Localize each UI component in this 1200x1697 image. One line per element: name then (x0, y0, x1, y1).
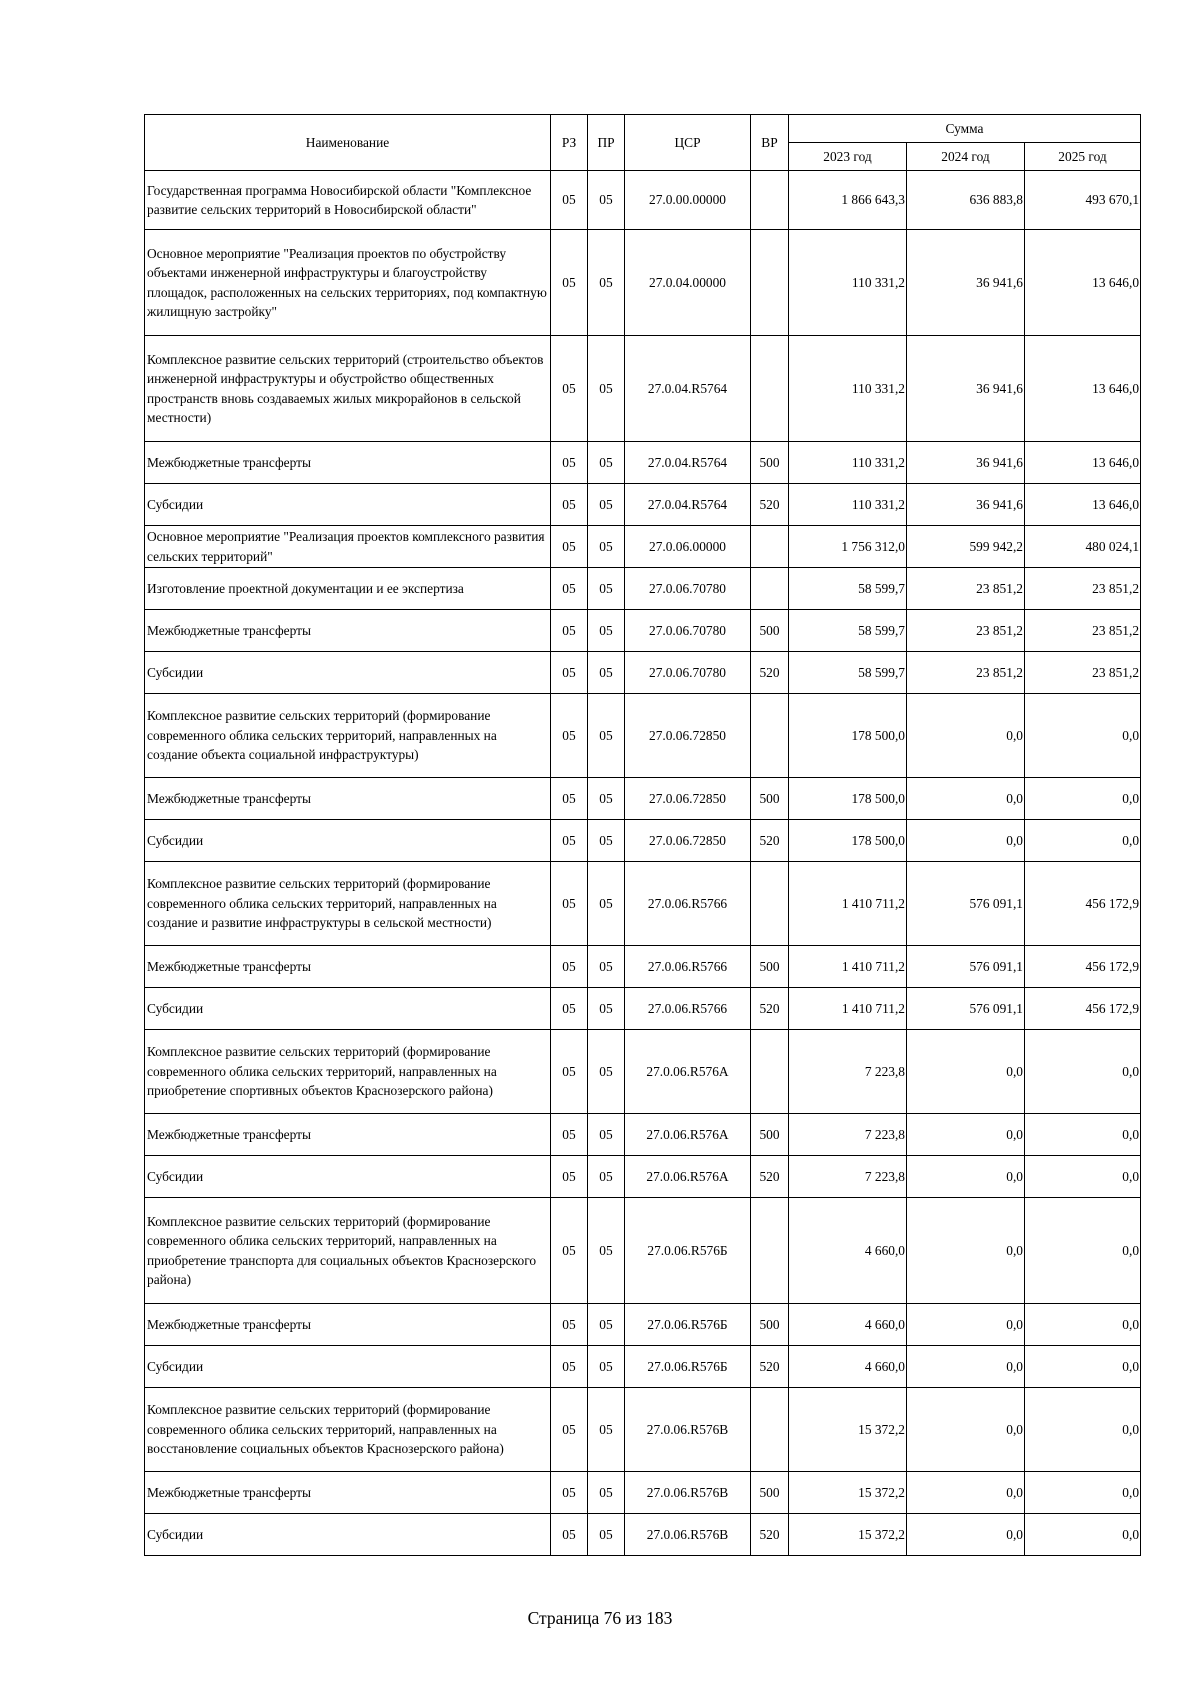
cell-2023: 4 660,0 (789, 1346, 907, 1388)
cell-rz: 05 (551, 652, 588, 694)
cell-2023: 4 660,0 (789, 1304, 907, 1346)
cell-2025: 23 851,2 (1025, 610, 1141, 652)
cell-2024: 0,0 (907, 1156, 1025, 1198)
cell-2023: 58 599,7 (789, 652, 907, 694)
cell-2023: 15 372,2 (789, 1472, 907, 1514)
cell-2023: 15 372,2 (789, 1388, 907, 1472)
table-row (145, 568, 1141, 610)
cell-2024: 576 091,1 (907, 862, 1025, 946)
cell-2023: 4 660,0 (789, 1198, 907, 1304)
cell-rz: 05 (551, 778, 588, 820)
cell-vr (751, 862, 789, 946)
cell-vr: 520 (751, 820, 789, 862)
cell-vr: 500 (751, 1114, 789, 1156)
cell-pr: 05 (588, 610, 625, 652)
cell-2025: 0,0 (1025, 1346, 1141, 1388)
header-year-2024: 2024 год (907, 143, 1025, 171)
cell-2024: 636 883,8 (907, 171, 1025, 230)
cell-vr: 500 (751, 442, 789, 484)
cell-csr: 27.0.06.R576А (625, 1156, 751, 1198)
cell-2025: 13 646,0 (1025, 336, 1141, 442)
table-row (145, 1304, 1141, 1346)
page-number: Страница 76 из 183 (527, 1608, 673, 1628)
table-body (145, 171, 1141, 1556)
budget-table (144, 114, 1141, 1556)
cell-vr: 520 (751, 652, 789, 694)
cell-rz: 05 (551, 1114, 588, 1156)
cell-rz: 05 (551, 1472, 588, 1514)
cell-csr: 27.0.06.R576В (625, 1514, 751, 1556)
cell-vr: 500 (751, 1304, 789, 1346)
cell-name: Межбюджетные трансферты (145, 442, 551, 484)
cell-pr: 05 (588, 1304, 625, 1346)
cell-2024: 36 941,6 (907, 336, 1025, 442)
cell-2024: 576 091,1 (907, 988, 1025, 1030)
cell-pr: 05 (588, 778, 625, 820)
cell-pr: 05 (588, 171, 625, 230)
table-row (145, 820, 1141, 862)
cell-2025: 23 851,2 (1025, 568, 1141, 610)
cell-pr: 05 (588, 1388, 625, 1472)
cell-vr (751, 1030, 789, 1114)
cell-2025: 456 172,9 (1025, 988, 1141, 1030)
cell-pr: 05 (588, 862, 625, 946)
cell-2023: 110 331,2 (789, 336, 907, 442)
cell-2025: 0,0 (1025, 1030, 1141, 1114)
cell-2024: 36 941,6 (907, 230, 1025, 336)
header-year-2023: 2023 год (789, 143, 907, 171)
cell-name: Основное мероприятие "Реализация проектов по обустройству объектами инженерной инфраструктуры и благоустройству площадок, расположенных на сельских территориях, под компактную жилищную застройку" (145, 230, 551, 336)
cell-2024: 0,0 (907, 1514, 1025, 1556)
cell-2024: 23 851,2 (907, 652, 1025, 694)
cell-pr: 05 (588, 988, 625, 1030)
cell-2023: 178 500,0 (789, 778, 907, 820)
cell-name: Межбюджетные трансферты (145, 1304, 551, 1346)
cell-2024: 0,0 (907, 1198, 1025, 1304)
cell-2025: 0,0 (1025, 1472, 1141, 1514)
cell-rz: 05 (551, 862, 588, 946)
cell-pr: 05 (588, 1030, 625, 1114)
cell-name: Комплексное развитие сельских территорий (формирование современного облика сельских территорий, направленных на приобретение спортивных объектов Краснозерского района) (145, 1030, 551, 1114)
cell-2023: 110 331,2 (789, 484, 907, 526)
table-row (145, 1346, 1141, 1388)
table-row (145, 946, 1141, 988)
cell-2024: 23 851,2 (907, 610, 1025, 652)
cell-2025: 0,0 (1025, 820, 1141, 862)
cell-2023: 58 599,7 (789, 610, 907, 652)
cell-name: Изготовление проектной документации и ее экспертиза (145, 568, 551, 610)
table-row (145, 652, 1141, 694)
cell-rz: 05 (551, 526, 588, 568)
cell-2024: 0,0 (907, 1472, 1025, 1514)
table-row (145, 1198, 1141, 1304)
cell-rz: 05 (551, 946, 588, 988)
cell-csr: 27.0.06.70780 (625, 652, 751, 694)
header-csr: ЦСР (625, 115, 751, 171)
cell-2024: 0,0 (907, 1388, 1025, 1472)
cell-pr: 05 (588, 1472, 625, 1514)
cell-2025: 23 851,2 (1025, 652, 1141, 694)
cell-rz: 05 (551, 988, 588, 1030)
cell-rz: 05 (551, 568, 588, 610)
cell-vr (751, 1198, 789, 1304)
cell-rz: 05 (551, 336, 588, 442)
cell-pr: 05 (588, 1114, 625, 1156)
cell-rz: 05 (551, 484, 588, 526)
cell-2024: 36 941,6 (907, 442, 1025, 484)
cell-csr: 27.0.06.R576Б (625, 1346, 751, 1388)
cell-2025: 13 646,0 (1025, 230, 1141, 336)
cell-2025: 13 646,0 (1025, 442, 1141, 484)
table-row (145, 526, 1141, 568)
cell-2025: 493 670,1 (1025, 171, 1141, 230)
cell-vr: 520 (751, 484, 789, 526)
cell-2024: 0,0 (907, 820, 1025, 862)
cell-2023: 110 331,2 (789, 230, 907, 336)
cell-csr: 27.0.06.72850 (625, 778, 751, 820)
cell-2025: 0,0 (1025, 1156, 1141, 1198)
cell-pr: 05 (588, 336, 625, 442)
cell-csr: 27.0.06.R576В (625, 1472, 751, 1514)
cell-pr: 05 (588, 230, 625, 336)
cell-name: Комплексное развитие сельских территорий (формирование современного облика сельских территорий, направленных на приобретение транспорта для социальных объектов Краснозерского района) (145, 1198, 551, 1304)
cell-2025: 480 024,1 (1025, 526, 1141, 568)
cell-rz: 05 (551, 820, 588, 862)
cell-2023: 58 599,7 (789, 568, 907, 610)
cell-pr: 05 (588, 820, 625, 862)
cell-vr (751, 171, 789, 230)
cell-2023: 1 756 312,0 (789, 526, 907, 568)
cell-name: Субсидии (145, 1514, 551, 1556)
cell-2025: 0,0 (1025, 1388, 1141, 1472)
header-name: Наименование (145, 115, 551, 171)
cell-2023: 7 223,8 (789, 1156, 907, 1198)
cell-name: Субсидии (145, 652, 551, 694)
cell-name: Субсидии (145, 1156, 551, 1198)
cell-name: Субсидии (145, 1346, 551, 1388)
table-row (145, 1472, 1141, 1514)
table-row (145, 610, 1141, 652)
cell-2023: 1 410 711,2 (789, 988, 907, 1030)
table-row (145, 171, 1141, 230)
cell-name: Комплексное развитие сельских территорий (формирование современного облика сельских территорий, направленных на создание и развитие инфраструктуры в сельской местности) (145, 862, 551, 946)
cell-rz: 05 (551, 1388, 588, 1472)
cell-csr: 27.0.06.R5766 (625, 988, 751, 1030)
cell-pr: 05 (588, 946, 625, 988)
cell-vr: 500 (751, 778, 789, 820)
cell-csr: 27.0.06.70780 (625, 610, 751, 652)
cell-vr: 500 (751, 946, 789, 988)
cell-name: Государственная программа Новосибирской области "Комплексное развитие сельских территорий в Новосибирской области" (145, 171, 551, 230)
cell-csr: 27.0.06.R576Б (625, 1198, 751, 1304)
cell-name: Комплексное развитие сельских территорий (формирование современного облика сельских территорий, направленных на восстановление социальных объектов Краснозерского района) (145, 1388, 551, 1472)
cell-2025: 0,0 (1025, 1514, 1141, 1556)
cell-2025: 13 646,0 (1025, 484, 1141, 526)
cell-name: Межбюджетные трансферты (145, 778, 551, 820)
table-row (145, 988, 1141, 1030)
cell-2025: 0,0 (1025, 1114, 1141, 1156)
table-row (145, 484, 1141, 526)
cell-rz: 05 (551, 1514, 588, 1556)
cell-2024: 0,0 (907, 1304, 1025, 1346)
cell-vr (751, 694, 789, 778)
cell-name: Субсидии (145, 820, 551, 862)
cell-csr: 27.0.04.R5764 (625, 336, 751, 442)
header-pr: ПР (588, 115, 625, 171)
cell-csr: 27.0.06.72850 (625, 694, 751, 778)
cell-name: Субсидии (145, 988, 551, 1030)
cell-rz: 05 (551, 442, 588, 484)
cell-csr: 27.0.04.R5764 (625, 442, 751, 484)
cell-csr: 27.0.04.00000 (625, 230, 751, 336)
cell-vr: 520 (751, 1156, 789, 1198)
cell-csr: 27.0.06.70780 (625, 568, 751, 610)
cell-name: Субсидии (145, 484, 551, 526)
cell-csr: 27.0.04.R5764 (625, 484, 751, 526)
cell-2023: 1 410 711,2 (789, 946, 907, 988)
header-sum: Сумма (789, 115, 1141, 143)
cell-name: Межбюджетные трансферты (145, 1472, 551, 1514)
table-row (145, 1514, 1141, 1556)
cell-pr: 05 (588, 694, 625, 778)
table-row (145, 442, 1141, 484)
cell-2024: 0,0 (907, 1030, 1025, 1114)
cell-pr: 05 (588, 526, 625, 568)
cell-rz: 05 (551, 171, 588, 230)
table-row (145, 778, 1141, 820)
cell-vr (751, 336, 789, 442)
cell-pr: 05 (588, 1514, 625, 1556)
cell-vr (751, 526, 789, 568)
cell-pr: 05 (588, 442, 625, 484)
cell-pr: 05 (588, 1156, 625, 1198)
cell-csr: 27.0.06.R576Б (625, 1304, 751, 1346)
cell-vr (751, 568, 789, 610)
cell-vr (751, 1388, 789, 1472)
cell-2024: 599 942,2 (907, 526, 1025, 568)
cell-csr: 27.0.00.00000 (625, 171, 751, 230)
cell-pr: 05 (588, 568, 625, 610)
cell-2025: 456 172,9 (1025, 946, 1141, 988)
table-row (145, 336, 1141, 442)
cell-pr: 05 (588, 652, 625, 694)
table-row (145, 1388, 1141, 1472)
cell-2023: 15 372,2 (789, 1514, 907, 1556)
cell-name: Межбюджетные трансферты (145, 610, 551, 652)
header-rz: РЗ (551, 115, 588, 171)
cell-2025: 456 172,9 (1025, 862, 1141, 946)
cell-2025: 0,0 (1025, 1198, 1141, 1304)
cell-2024: 36 941,6 (907, 484, 1025, 526)
cell-csr: 27.0.06.R5766 (625, 946, 751, 988)
cell-csr: 27.0.06.R576А (625, 1114, 751, 1156)
cell-vr (751, 230, 789, 336)
cell-2025: 0,0 (1025, 694, 1141, 778)
cell-vr: 520 (751, 1346, 789, 1388)
cell-2023: 178 500,0 (789, 694, 907, 778)
cell-pr: 05 (588, 484, 625, 526)
cell-rz: 05 (551, 1304, 588, 1346)
cell-name: Основное мероприятие "Реализация проектов комплексного развития сельских территорий" (145, 526, 551, 568)
cell-vr: 500 (751, 1472, 789, 1514)
cell-csr: 27.0.06.R576В (625, 1388, 751, 1472)
cell-name: Комплексное развитие сельских территорий (формирование современного облика сельских территорий, направленных на создание объекта социальной инфраструктуры) (145, 694, 551, 778)
cell-name: Межбюджетные трансферты (145, 1114, 551, 1156)
cell-2024: 576 091,1 (907, 946, 1025, 988)
cell-2023: 7 223,8 (789, 1030, 907, 1114)
cell-2023: 7 223,8 (789, 1114, 907, 1156)
cell-name: Межбюджетные трансферты (145, 946, 551, 988)
cell-2024: 0,0 (907, 1114, 1025, 1156)
cell-rz: 05 (551, 610, 588, 652)
cell-vr: 520 (751, 988, 789, 1030)
table-row (145, 1114, 1141, 1156)
cell-2024: 0,0 (907, 1346, 1025, 1388)
cell-2024: 0,0 (907, 778, 1025, 820)
cell-2023: 1 410 711,2 (789, 862, 907, 946)
table-row (145, 1030, 1141, 1114)
cell-2023: 178 500,0 (789, 820, 907, 862)
cell-vr: 520 (751, 1514, 789, 1556)
cell-pr: 05 (588, 1346, 625, 1388)
table-row (145, 694, 1141, 778)
cell-2023: 1 866 643,3 (789, 171, 907, 230)
cell-2025: 0,0 (1025, 1304, 1141, 1346)
cell-csr: 27.0.06.72850 (625, 820, 751, 862)
table-row (145, 1156, 1141, 1198)
table-row (145, 862, 1141, 946)
cell-2024: 0,0 (907, 694, 1025, 778)
cell-csr: 27.0.06.R5766 (625, 862, 751, 946)
cell-vr: 500 (751, 610, 789, 652)
cell-rz: 05 (551, 230, 588, 336)
cell-2023: 110 331,2 (789, 442, 907, 484)
cell-rz: 05 (551, 1198, 588, 1304)
cell-name: Комплексное развитие сельских территорий (строительство объектов инженерной инфраструктуры и обустройство общественных пространств вновь создаваемых жилых микрорайонов в сельской местности) (145, 336, 551, 442)
cell-rz: 05 (551, 694, 588, 778)
table-row (145, 230, 1141, 336)
cell-rz: 05 (551, 1346, 588, 1388)
cell-rz: 05 (551, 1030, 588, 1114)
header-vr: ВР (751, 115, 789, 171)
header-year-2025: 2025 год (1025, 143, 1141, 171)
cell-csr: 27.0.06.00000 (625, 526, 751, 568)
cell-2024: 23 851,2 (907, 568, 1025, 610)
cell-rz: 05 (551, 1156, 588, 1198)
cell-pr: 05 (588, 1198, 625, 1304)
cell-2025: 0,0 (1025, 778, 1141, 820)
cell-csr: 27.0.06.R576А (625, 1030, 751, 1114)
